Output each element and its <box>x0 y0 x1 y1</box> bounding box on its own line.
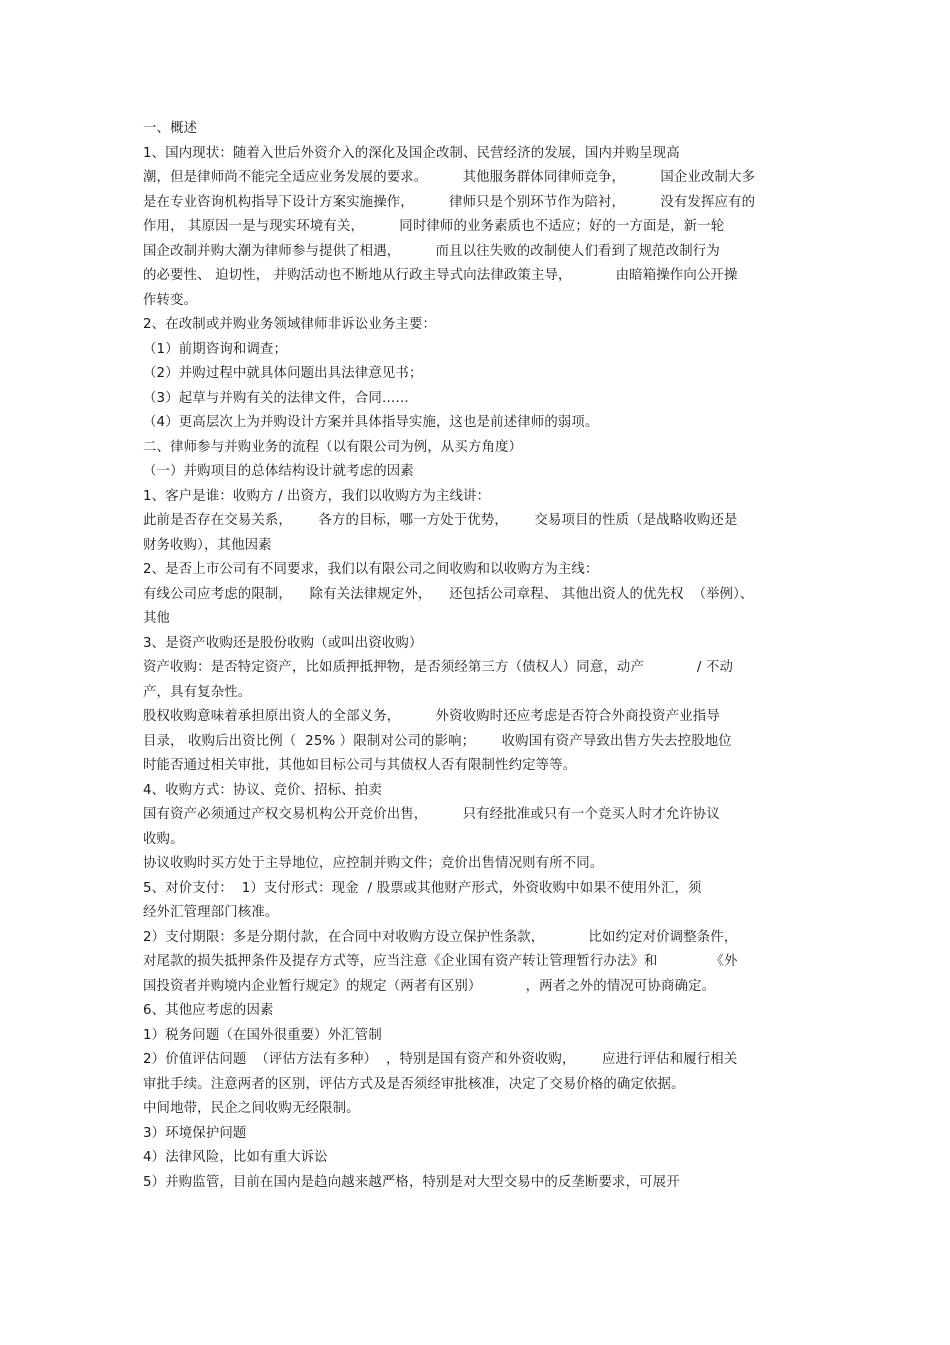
text-line: 作用， 其原因一是与现实环境有关， 同时律师的业务素质也不适应；好的一方面是，新一轮 <box>143 219 725 234</box>
text-line: 收购。 <box>143 831 184 847</box>
list-item: 3）环境保护问题 <box>143 1125 247 1141</box>
text-line: 是在专业咨询机构指导下设计方案实施操作， 律师只是个别环节作为陪衬， 没有发挥应有的 <box>143 194 756 210</box>
text-line: 2、在改制或并购业务领域律师非诉讼业务主要： <box>143 317 437 332</box>
text-line: 的必要性、 迫切性， 并购活动也不断地从行政主导式向法律政策主导， 由暗箱操作向公开操 <box>143 268 738 283</box>
document-body <box>143 117 813 1195</box>
section-heading-overview: 一、概述 <box>143 121 198 136</box>
text-line: 股权收购意味着承担原出资人的全部义务， 外资收购时还应考虑是否符合外商投资产业指导 <box>143 709 720 724</box>
text-line: 作转变。 <box>143 292 198 308</box>
text-line: 中间地带，民企之间收购无经限制。 <box>143 1101 360 1116</box>
text-line: 1、客户是谁：收购方 / 出资方，我们以收购方为主线讲： <box>143 488 491 504</box>
list-item: （3）起草与并购有关的法律文件，合同…… <box>143 390 409 406</box>
list-item: （1）前期咨询和调查； <box>143 341 288 357</box>
text-line: 1、国内现状：随着入世后外资介入的深化及国企改制、民营经济的发展，国内并购呈现高 <box>143 145 680 161</box>
list-item: 5）并购监管，目前在国内是趋向越来越严格，特别是对大型交易中的反垄断要求，可展开 <box>143 1174 680 1190</box>
text-line: 时能否通过相关审批，其他如目标公司与其债权人否有限制性约定等等。 <box>143 758 577 773</box>
text-line: 其他 <box>143 611 171 626</box>
subsection-heading: （一）并购项目的总体结构设计就考虑的因素 <box>143 464 414 479</box>
text-line: 国有资产必须通过产权交易机构公开竞价出售， 只有经批准或只有一个竞买人时才允许协议 <box>143 807 720 822</box>
text-line: 目录， 收购后出资比例（ 25% ）限制对公司的影响； 收购国有资产导致出售方失去控股地位 <box>143 733 732 749</box>
list-item: 2）价值评估问题 （评估方法有多种） ，特别是国有资产和外资收购， 应进行评估和履行相关 <box>143 1052 738 1067</box>
list-item: 1）税务问题（在国外很重要）外汇管制 <box>143 1027 382 1043</box>
text-line: 5、对价支付： 1）支付形式：现金 / 股票或其他财产形式，外资收购中如果不使用外汇，须 <box>143 880 702 896</box>
text-line: 2、是否上市公司有不同要求，我们以有限公司之间收购和以收购方为主线： <box>143 562 599 577</box>
text-line: 资产收购：是否特定资产，比如质押抵押物，是否须经第三方（债权人）同意，动产 / 不动 <box>143 660 734 675</box>
text-line: 协议收购时买方处于主导地位，应控制并购文件；竞价出售情况则有所不同。 <box>143 856 604 871</box>
text-line: 3、是资产收购还是股份收购（或叫出资收购） <box>143 635 423 651</box>
text-line: 审批手续。注意两者的区别，评估方式及是否须经审批核准，决定了交易价格的确定依据。 <box>143 1076 685 1092</box>
text-line: 2）支付期限：多是分期付款，在合同中对收购方设立保护性条款， 比如约定对价调整条件， <box>143 929 738 945</box>
list-item: （4）更高层次上为并购设计方案并具体指导实施，这也是前述律师的弱项。 <box>143 415 599 430</box>
text-line: 财务收购），其他因素 <box>143 537 272 553</box>
text-line: 4、收购方式：协议、竞价、招标、拍卖 <box>143 782 382 798</box>
text-line: 国投资者并购境内企业暂行规定》的规定（两者有区别） ，两者之外的情况可协商确定。 <box>143 978 716 994</box>
text-line: 6、其他应考虑的因素 <box>143 1003 274 1018</box>
list-item: （2）并购过程中就具体问题出具法律意见书； <box>143 366 423 381</box>
section-heading-process: 二、律师参与并购业务的流程（以有限公司为例，从买方角度） <box>143 439 523 455</box>
text-line: 国企改制并购大潮为律师参与提供了相遇， 而且以往失败的改制使人们看到了规范改制行为 <box>143 243 720 259</box>
text-line: 对尾款的损失抵押条件及提存方式等，应当注意《企业国有资产转让管理暂行办法》和 《外 <box>143 954 738 969</box>
text-line: 产，具有复杂性。 <box>143 684 252 700</box>
list-item: 4）法律风险，比如有重大诉讼 <box>143 1150 328 1165</box>
text-line: 经外汇管理部门核准。 <box>143 905 279 920</box>
text-line: 潮，但是律师尚不能完全适应业务发展的要求。 其他服务群体同律师竞争， 国企业改制大多 <box>143 170 756 185</box>
text-line: 此前是否存在交易关系， 各方的目标，哪一方处于优势， 交易项目的性质（是战略收购还是 <box>143 513 738 528</box>
text-line: 有线公司应考虑的限制， 除有关法律规定外， 还包括公司章程、 其他出资人的优先权 （举例）、 <box>143 586 754 602</box>
